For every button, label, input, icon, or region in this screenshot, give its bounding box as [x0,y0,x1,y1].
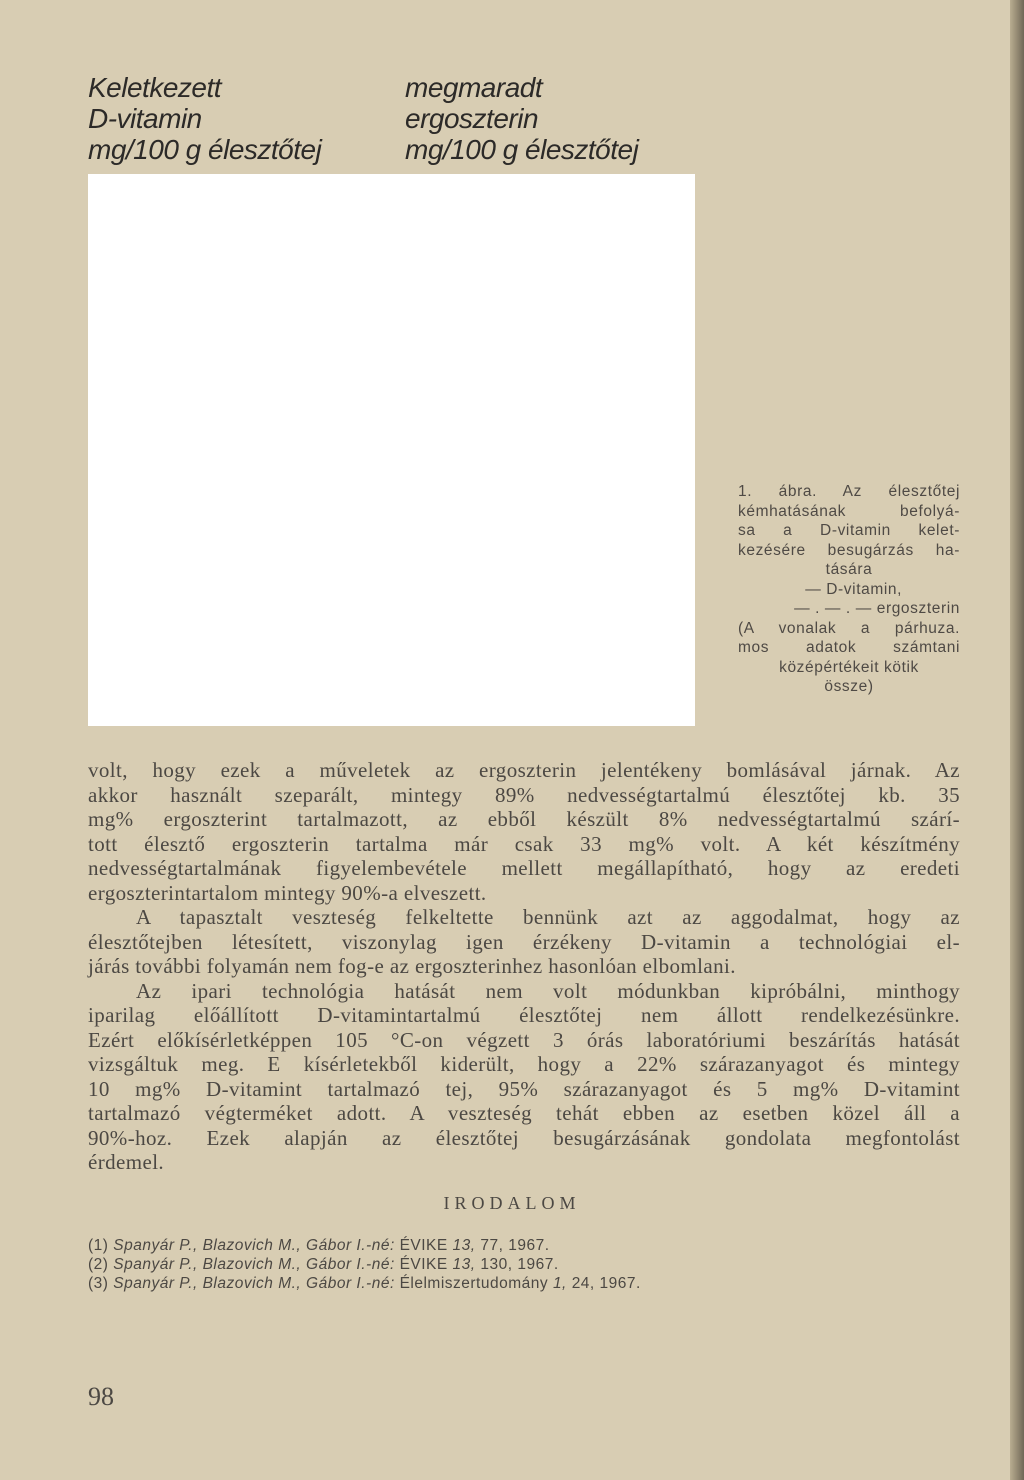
reference-item [88,1274,848,1293]
reference-authors: Spanyár P., Blazovich M., Gábor I.-né: [113,1256,395,1273]
caption-line: — . — . — ergoszterin [794,600,960,617]
body-line: mg% ergoszterint tartalmazott, az ebből készült 8% nedvességtartalmú szárí- [88,807,960,831]
reference-pages: 77, 1967. [480,1237,550,1254]
body-line: volt, hogy ezek a műveletek az ergoszterin jelentékeny bomlásával járnak. Az [88,758,960,782]
body-line: tott élesztő ergoszterin tartalma már csak 33 mg% volt. A két készítmény [88,831,960,856]
reference-journal: Élelmiszertudomány [399,1275,549,1292]
caption-line: (A vonalak a párhuza. [738,619,960,637]
reference-volume: 13, [452,1237,476,1254]
body-line: 90%-hoz. Ezek alapján az élesztőtej besugárzásának gondolata megfontolást [88,1125,960,1150]
reference-journal: ÉVIKE [399,1256,448,1273]
body-line: élesztőtejben létesített, viszonylag igen érzékeny D-vitamin a technológiai el- [88,929,960,954]
page-number: 98 [88,1382,114,1411]
references-heading: IRODALOM [443,1193,581,1213]
handwritten-line: D-vitamin [88,103,202,134]
caption-line: 1. ábra. Az élesztőtej [738,483,960,500]
handwritten-line: Keletkezett [88,72,222,103]
body-line: Ezért előkísérletképpen 105 °C-on végzett 3 órás laboratóriumi beszárítás hatását [88,1027,960,1052]
reference-number: (1) [88,1237,109,1254]
handwritten-label-ergosterin [405,72,638,165]
body-line: 10 mg% D-vitamint tartalmazó tej, 95% szárazanyagot és 5 mg% D-vitamint [88,1076,960,1101]
caption-line: mos adatok számtani [738,639,960,656]
reference-item [88,1255,848,1274]
figure-caption [738,482,960,697]
body-line: iparilag előállított D-vitamintartalmú élesztőtej nem állott rendelkezésünkre. [88,1003,960,1027]
body-line: ergoszterintartalom mintegy 90%-a elveszett. [88,880,487,905]
body-line: érdemel. [88,1150,165,1174]
body-line: tartalmazó végterméket adott. A veszteség tehát ebben az esetben közel áll a [88,1101,960,1125]
reference-authors: Spanyár P., Blazovich M., Gábor I.-né: [113,1237,395,1254]
reference-pages: 130, 1967. [480,1256,559,1273]
body-line: Az ipari technológia hatását nem volt módunkban kipróbálni, minthogy [136,978,960,1003]
caption-line: — D-vitamin, [805,580,902,598]
reference-authors: Spanyár P., Blazovich M., Gábor I.-né: [113,1275,395,1292]
reference-number: (3) [88,1275,109,1292]
handwritten-line: mg/100 g élesztőtej [405,134,639,165]
reference-number: (2) [88,1256,109,1273]
caption-line: kezésére besugárzás ha- [738,541,960,559]
reference-volume: 13, [452,1256,476,1273]
handwritten-line: mg/100 g élesztőtej [88,134,322,165]
reference-pages: 24, 1967. [571,1275,641,1292]
body-line: járás további folyamán nem fog-e az ergoszterinhez hasonlóan elbomlani. [88,954,736,978]
reference-journal: ÉVIKE [399,1237,448,1254]
reference-volume: 1, [552,1275,567,1292]
caption-line: össze) [824,678,874,695]
body-line: vizsgáltuk meg. E kísérletekből kiderült, hogy a 22% szárazanyagot és mintegy [88,1052,960,1076]
body-line: nedvességtartalmának figyelembevétele mellett megállapítható, hogy az eredeti [88,856,960,880]
caption-line: kémhatásának befolyá- [738,502,960,520]
handwritten-line: ergoszterin [405,103,539,134]
body-text [88,758,960,1175]
caption-line: tására [825,561,873,578]
body-line: akkor használt szeparált, mintegy 89% nedvességtartalmú élesztőtej kb. 35 [88,782,960,807]
handwritten-line: megmaradt [405,72,543,103]
handwritten-label-vitamin-d [88,72,321,165]
reference-item [88,1236,848,1255]
caption-line: sa a D-vitamin kelet- [738,522,960,539]
caption-line: középértékeit kötik [779,658,919,676]
body-line: A tapasztalt veszteség felkeltette bennünk azt az aggodalmat, hogy az [136,905,960,929]
references-list [88,1236,848,1293]
page-edge [1010,0,1024,1480]
figure-blank-area [88,174,695,726]
